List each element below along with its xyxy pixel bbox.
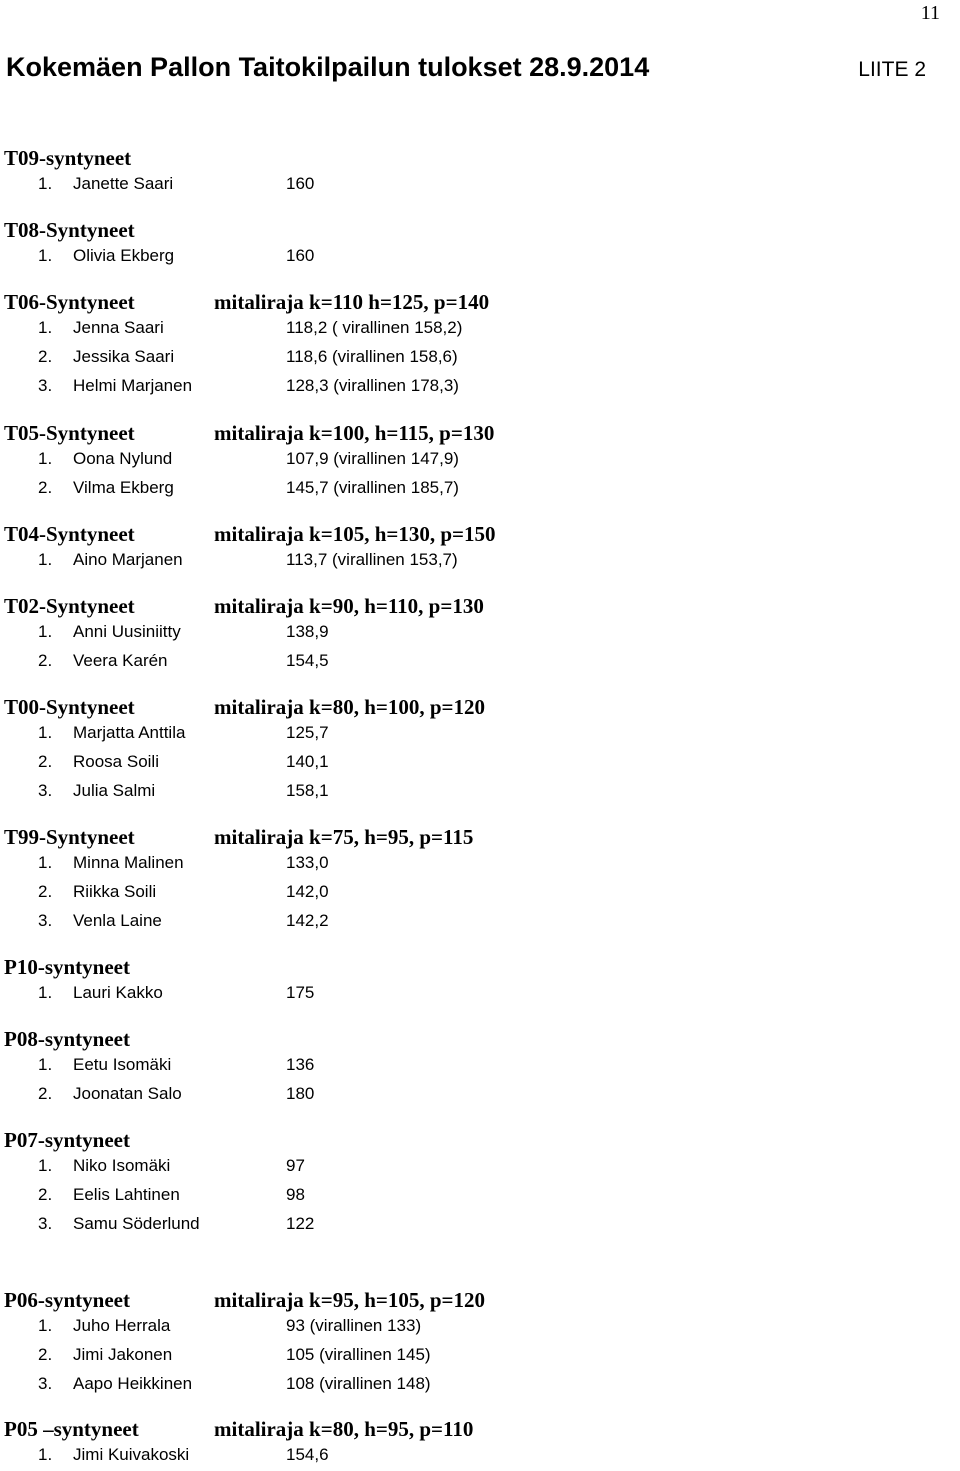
- result-num: 2.: [38, 478, 53, 497]
- result-row: [38, 550, 938, 576]
- result-score: 160: [286, 246, 315, 265]
- result-score: 145,7 (virallinen 185,7): [286, 478, 459, 497]
- category-header: [4, 955, 944, 983]
- result-num: 1.: [38, 622, 53, 641]
- result-num: 2.: [38, 651, 53, 670]
- result-row: [38, 622, 938, 648]
- category-name: T09-syntyneet: [4, 146, 132, 170]
- result-score: 142,0: [286, 882, 329, 901]
- result-num: 2.: [38, 882, 53, 901]
- result-score: 107,9 (virallinen 147,9): [286, 449, 459, 468]
- medal-limits: mitaliraja k=110 h=125, p=140: [214, 290, 490, 314]
- category-name: P06-syntyneet: [4, 1288, 130, 1312]
- result-name: Vilma Ekberg: [73, 478, 174, 497]
- result-score: 180: [286, 1084, 315, 1103]
- result-score: 160: [286, 174, 315, 193]
- category-header: [4, 1027, 944, 1055]
- result-row: [38, 347, 938, 373]
- result-name: Oona Nylund: [73, 449, 173, 468]
- result-name: Jessika Saari: [73, 347, 175, 366]
- result-num: 1.: [38, 853, 53, 872]
- medal-limits: mitaliraja k=75, h=95, p=115: [214, 825, 474, 849]
- result-num: 1.: [38, 1055, 53, 1074]
- result-row: [38, 1345, 938, 1371]
- result-score: 154,5: [286, 651, 329, 670]
- result-row: [38, 1185, 938, 1211]
- result-name: Minna Malinen: [73, 853, 184, 872]
- category-name: T04-Syntyneet: [4, 522, 135, 546]
- result-name: Helmi Marjanen: [73, 376, 193, 395]
- result-score: 113,7 (virallinen 153,7): [286, 550, 458, 569]
- category-name: P07-syntyneet: [4, 1128, 130, 1152]
- result-row: [38, 781, 938, 807]
- document-title: Kokemäen Pallon Taitokilpailun tulokset 28.9.2014: [6, 52, 650, 82]
- category-header: [4, 146, 944, 174]
- result-name: Aino Marjanen: [73, 550, 183, 569]
- result-row: [38, 853, 938, 879]
- result-row: [38, 318, 938, 344]
- category-name: T05-Syntyneet: [4, 421, 135, 445]
- result-num: 1.: [38, 246, 53, 265]
- result-num: 3.: [38, 911, 53, 930]
- result-name: Venla Laine: [73, 911, 162, 930]
- result-row: [38, 882, 938, 908]
- result-name: Eetu Isomäki: [73, 1055, 172, 1074]
- result-num: 1.: [38, 983, 53, 1002]
- result-row: [38, 449, 938, 475]
- result-name: Eelis Lahtinen: [73, 1185, 180, 1204]
- category-header: [4, 218, 944, 246]
- result-num: 2.: [38, 1185, 53, 1204]
- result-row: [38, 651, 938, 677]
- result-name: Niko Isomäki: [73, 1156, 171, 1175]
- category-header: [4, 1128, 944, 1156]
- result-score: 136: [286, 1055, 315, 1074]
- result-score: 125,7: [286, 723, 329, 742]
- result-score: 142,2: [286, 911, 329, 930]
- result-num: 1.: [38, 449, 53, 468]
- result-row: [38, 723, 938, 749]
- result-name: Jimi Jakonen: [73, 1345, 173, 1364]
- result-num: 1.: [38, 318, 53, 337]
- result-num: 1.: [38, 1156, 53, 1175]
- category-header: [4, 1288, 944, 1316]
- category-name: T99-Syntyneet: [4, 825, 135, 849]
- result-score: 97: [286, 1156, 305, 1175]
- result-row: [38, 1156, 938, 1182]
- result-row: [38, 1214, 938, 1240]
- result-row: [38, 246, 938, 272]
- category-header: [4, 695, 944, 723]
- category-header: [4, 825, 944, 853]
- result-name: Janette Saari: [73, 174, 174, 193]
- result-num: 2.: [38, 1084, 53, 1103]
- result-num: 1.: [38, 723, 53, 742]
- result-num: 1.: [38, 1316, 53, 1335]
- result-score: 118,2 ( virallinen 158,2): [286, 318, 463, 337]
- result-score: 128,3 (virallinen 178,3): [286, 376, 459, 395]
- result-row: [38, 752, 938, 778]
- result-score: 138,9: [286, 622, 329, 641]
- result-name: Roosa Soili: [73, 752, 159, 771]
- result-score: 98: [286, 1185, 305, 1204]
- medal-limits: mitaliraja k=90, h=110, p=130: [214, 594, 484, 618]
- category-header: [4, 421, 944, 449]
- result-row: [38, 1055, 938, 1081]
- result-row: [38, 1374, 938, 1400]
- category-header: [4, 1417, 944, 1445]
- medal-limits: mitaliraja k=100, h=115, p=130: [214, 421, 495, 445]
- result-row: [38, 478, 938, 504]
- result-name: Anni Uusiniitty: [73, 622, 181, 641]
- category-name: T08-Syntyneet: [4, 218, 135, 242]
- result-name: Julia Salmi: [73, 781, 156, 800]
- result-score: 118,6 (virallinen 158,6): [286, 347, 458, 366]
- result-num: 3.: [38, 1374, 53, 1393]
- medal-limits: mitaliraja k=80, h=95, p=110: [214, 1417, 474, 1441]
- category-header: [4, 594, 944, 622]
- result-row: [38, 983, 938, 1009]
- result-score: 93 (virallinen 133): [286, 1316, 422, 1335]
- result-score: 175: [286, 983, 315, 1002]
- result-score: 108 (virallinen 148): [286, 1374, 431, 1393]
- category-name: P08-syntyneet: [4, 1027, 130, 1051]
- result-num: 1.: [38, 174, 53, 193]
- result-row: [38, 1084, 938, 1110]
- result-num: 2.: [38, 347, 53, 366]
- result-name: Juho Herrala: [73, 1316, 171, 1335]
- category-name: P05 –syntyneet: [4, 1417, 139, 1441]
- category-name: T02-Syntyneet: [4, 594, 135, 618]
- result-row: [38, 1316, 938, 1342]
- result-name: Riikka Soili: [73, 882, 157, 901]
- category-name: T00-Syntyneet: [4, 695, 135, 719]
- result-row: [38, 376, 938, 402]
- result-name: Jenna Saari: [73, 318, 164, 337]
- result-name: Joonatan Salo: [73, 1084, 182, 1103]
- result-name: Samu Söderlund: [73, 1214, 200, 1233]
- category-name: T06-Syntyneet: [4, 290, 135, 314]
- result-score: 133,0: [286, 853, 329, 872]
- medal-limits: mitaliraja k=95, h=105, p=120: [214, 1288, 485, 1312]
- category-header: [4, 290, 944, 318]
- result-num: 3.: [38, 1214, 53, 1233]
- result-num: 2.: [38, 752, 53, 771]
- result-score: 158,1: [286, 781, 329, 800]
- result-name: Jimi Kuivakoski: [73, 1445, 190, 1464]
- result-score: 140,1: [286, 752, 329, 771]
- result-row: [38, 174, 938, 200]
- medal-limits: mitaliraja k=105, h=130, p=150: [214, 522, 496, 546]
- result-num: 3.: [38, 781, 53, 800]
- result-name: Marjatta Anttila: [73, 723, 186, 742]
- result-num: 1.: [38, 1445, 53, 1464]
- result-name: Lauri Kakko: [73, 983, 163, 1002]
- result-num: 1.: [38, 550, 53, 569]
- result-score: 105 (virallinen 145): [286, 1345, 431, 1364]
- result-row: [38, 911, 938, 937]
- medal-limits: mitaliraja k=80, h=100, p=120: [214, 695, 485, 719]
- result-name: Aapo Heikkinen: [73, 1374, 193, 1393]
- appendix-label: LIITE 2: [858, 58, 926, 81]
- category-name: P10-syntyneet: [4, 955, 130, 979]
- result-name: Veera Karén: [73, 651, 168, 670]
- result-num: 2.: [38, 1345, 53, 1364]
- result-row: [38, 1445, 938, 1471]
- category-header: [4, 522, 944, 550]
- page-number: 11: [920, 2, 940, 24]
- result-score: 154,6: [286, 1445, 329, 1464]
- result-name: Olivia Ekberg: [73, 246, 175, 265]
- result-num: 3.: [38, 376, 53, 395]
- result-score: 122: [286, 1214, 315, 1233]
